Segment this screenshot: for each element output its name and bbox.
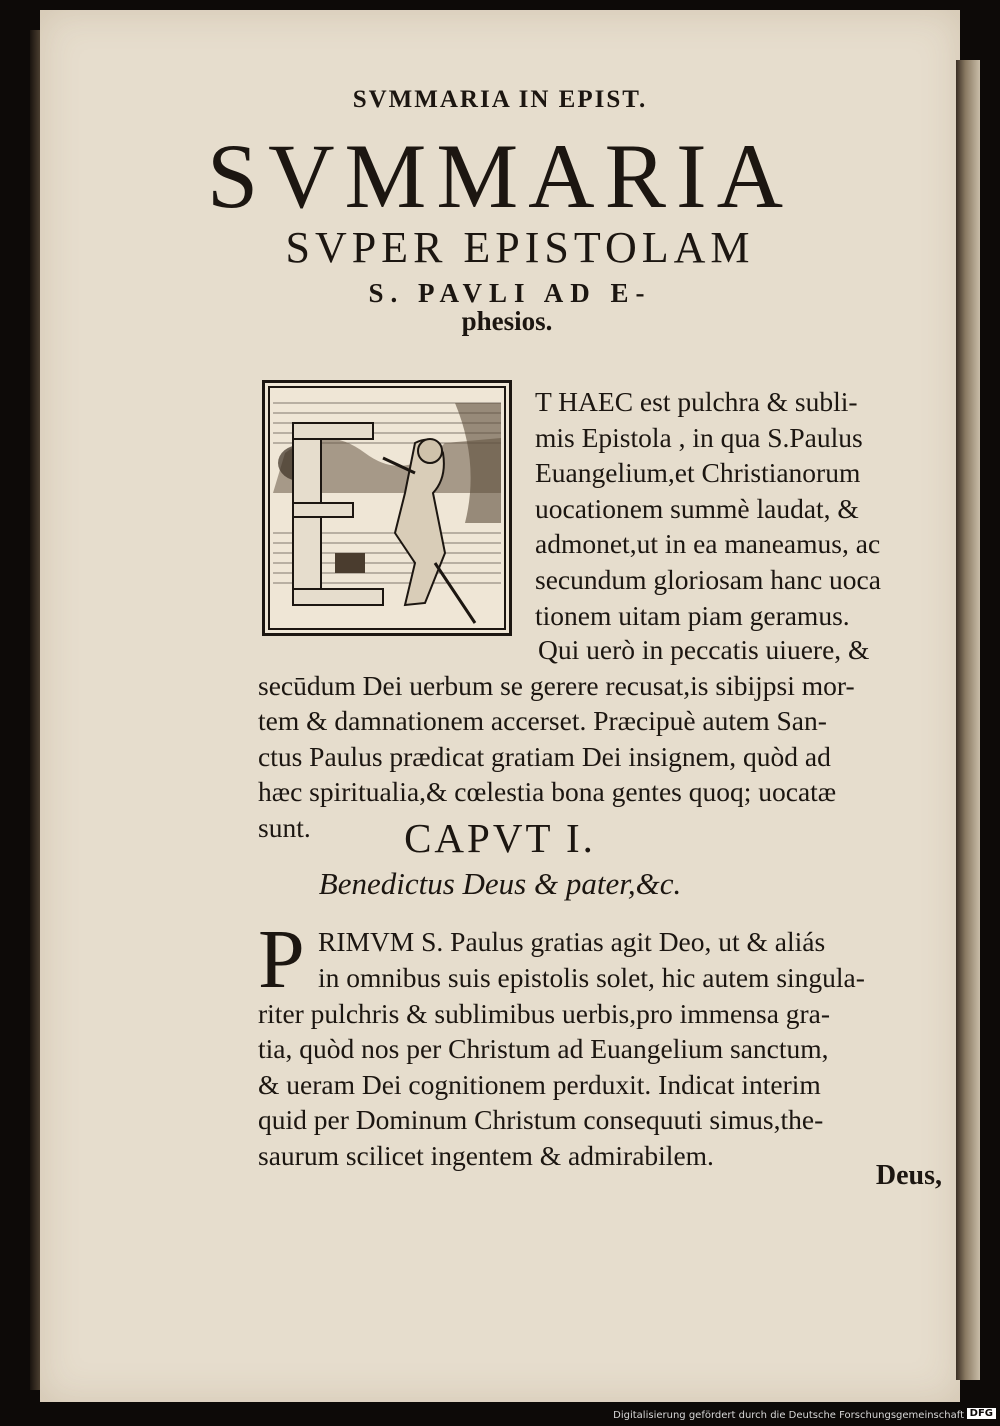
page-subtitle-line3: phesios. bbox=[461, 306, 553, 336]
paragraph-2-first-line: RIMVM S. Paulus gratias agit Deo, ut & aliás bbox=[318, 926, 826, 957]
text-line: secūdum Dei uerbum se gerere recusat,is sibijpsi mor- bbox=[258, 669, 855, 701]
text-line: quid per Dominum Christum consequuti simus,the- bbox=[258, 1104, 824, 1136]
page-subtitle: SVPER EPISTOLAM bbox=[285, 223, 755, 272]
running-head: SVMMARIA IN EPIST. bbox=[352, 86, 648, 113]
text-line: tionem uitam piam geramus. bbox=[535, 599, 850, 631]
dfg-logo-icon: DFG bbox=[967, 1408, 996, 1419]
text-line: ctus Paulus prædicat gratiam Dei insignem, quòd ad bbox=[258, 740, 831, 772]
text-line: & ueram Dei cognitionem perduxit. Indicat interim bbox=[258, 1068, 821, 1100]
drop-cap-initial: P bbox=[258, 913, 305, 1006]
text-line: Euangelium,et Christianorum bbox=[535, 457, 861, 489]
page-subtitle-line2: S. PAVLI AD E- bbox=[368, 278, 652, 308]
chapter-incipit: Benedictus Deus & pater,&c. bbox=[318, 866, 682, 901]
text-line: T HAEC est pulchra & subli- bbox=[535, 386, 858, 417]
text-line: tem & damnationem accerset. Præcipuè autem San- bbox=[258, 705, 827, 737]
text-line: mis Epistola , in qua S.Paulus bbox=[535, 421, 863, 453]
text-line: tia, quòd nos per Christum ad Euangelium sanctum, bbox=[258, 1033, 829, 1065]
digitization-credit: Digitalisierung gefördert durch die Deutsche Forschungsgemeinschaft bbox=[613, 1410, 964, 1421]
paragraph-2-body bbox=[258, 960, 865, 1174]
text-line: hæc spiritualia,& cœlestia bona gentes quoq; uocatæ bbox=[258, 776, 837, 808]
text-line: in omnibus suis epistolis solet, hic autem singula- bbox=[318, 962, 865, 993]
chapter-heading: CAPVT I. bbox=[404, 815, 596, 861]
text-line: uocationem summè laudat, & bbox=[535, 492, 859, 524]
text-line: admonet,ut in ea maneamus, ac bbox=[535, 528, 881, 560]
decorated-initial-woodcut bbox=[262, 380, 512, 636]
paragraph-1-indented bbox=[535, 384, 881, 633]
text-line: saurum scilicet ingentem & admirabilem. bbox=[258, 1139, 714, 1171]
catchword: Deus, bbox=[875, 1160, 942, 1191]
page-title: SVMMARIA bbox=[206, 125, 794, 227]
text-line: riter pulchris & sublimibus uerbis,pro immensa gra- bbox=[258, 997, 831, 1029]
text-line: secundum gloriosam hanc uoca bbox=[535, 563, 881, 595]
text-line: sunt. bbox=[258, 811, 311, 843]
text-line: Qui uerò in peccatis uiuere, & bbox=[538, 634, 870, 665]
woodcut-initial-e-icon bbox=[265, 383, 509, 633]
